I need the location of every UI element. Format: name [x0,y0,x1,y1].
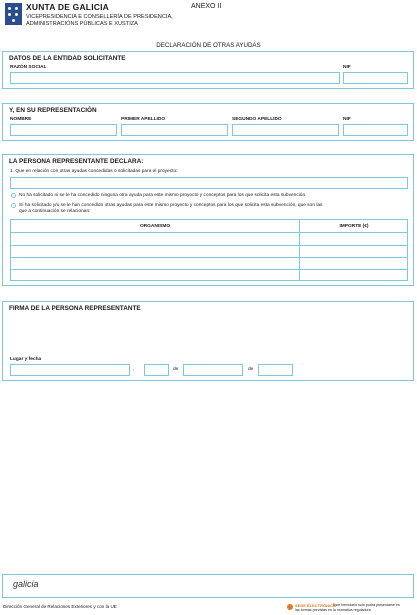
primer-apellido-label: PRIMER APELLIDO [121,117,166,122]
nif-input[interactable] [343,72,408,84]
razon-social-label: RAZÓN SOCIAL [10,65,47,70]
section-entidad [2,51,414,89]
dia-input[interactable] [144,364,169,376]
nombre-input[interactable] [10,124,117,136]
segundo-apellido-label: SEGUNDO APELLIDO [232,117,282,122]
table-row[interactable] [11,245,407,246]
footer-aviso-2: las formas previstas en la normativa reguladora [295,608,371,612]
section-firma-title: FIRMA DE LA PERSONA REPRESENTANTE [9,305,141,312]
page-title: DECLARACIÓN DE OTRAS AYUDAS [156,42,261,49]
option-si-radio[interactable] [11,203,16,208]
lugar-input[interactable] [10,364,130,376]
nif-rep-label: NIF [343,117,351,122]
option-si-label-2: que a continuación se relacionan: [19,209,91,214]
section-representacion [2,103,414,141]
section-declara-title: LA PERSONA REPRESENTANTE DECLARA: [9,158,144,165]
comma-separator: , [133,367,135,372]
galicia-logo: galicia [13,579,39,589]
col-importe-header: IMPORTE (€) [339,224,369,229]
razon-social-input[interactable] [10,72,340,84]
department-name: VICEPRESIDENCIA E CONSELLERÍA DE PRESIDENCIA, ADMINISTRACIÓNS PÚBLICAS E XUSTIZA [26,14,173,27]
sede-label: SEDE ELECTRÓNICA [295,603,336,608]
de-label-1: de [173,367,179,372]
xunta-logo-icon [5,3,22,25]
segundo-apellido-input[interactable] [232,124,339,136]
col-organismo-header: ORGANISMO [139,224,171,229]
table-row[interactable] [11,232,407,233]
table-row[interactable] [11,269,407,270]
nombre-label: NOMBRE [10,117,32,122]
question-1: 1. Que en relación con otras ayudas concedidas o solicitadas para el proyecto: [10,169,178,174]
ayudas-table [10,219,408,281]
nif-rep-input[interactable] [343,124,408,136]
option-si-label-1: Sí ha solicitado y/o se le han concedido otras ayudas para este mismo proyecto y conceptos para los que solicita esta subvención, que son las [19,203,323,208]
section-firma [2,301,414,381]
nif-label: NIF [343,65,351,70]
section-representacion-title: Y, EN SU REPRESENTACIÓN [9,107,97,114]
de-label-2: de [248,367,254,372]
otras-ayudas-input[interactable] [10,177,408,189]
lugar-fecha-label: Lugar y fecha [10,357,42,362]
option-no-radio[interactable] [11,193,16,198]
sede-seal-icon [287,604,293,610]
footer-direccion: Dirección General de Relaciones Exteriores y con la UE [3,604,117,609]
brand-name: XUNTA DE GALICIA [26,2,110,12]
section-entidad-title: DATOS DE LA ENTIDAD SOLICITANTE [9,55,126,62]
table-row[interactable] [11,257,407,258]
footer-logo-box [2,574,414,598]
section-declara [2,154,414,286]
anio-input[interactable] [258,364,293,376]
anexo-label: ANEXO II [191,3,222,10]
footer-aviso-1: Este formulario solo podrá presentarse en [333,603,400,607]
mes-input[interactable] [183,364,243,376]
primer-apellido-input[interactable] [121,124,228,136]
option-no-label: No ha solicitado ni se le ha concedido ninguna otra ayuda para este mismo proyecto y conceptos para los que solicita esta subvención. [19,193,307,198]
